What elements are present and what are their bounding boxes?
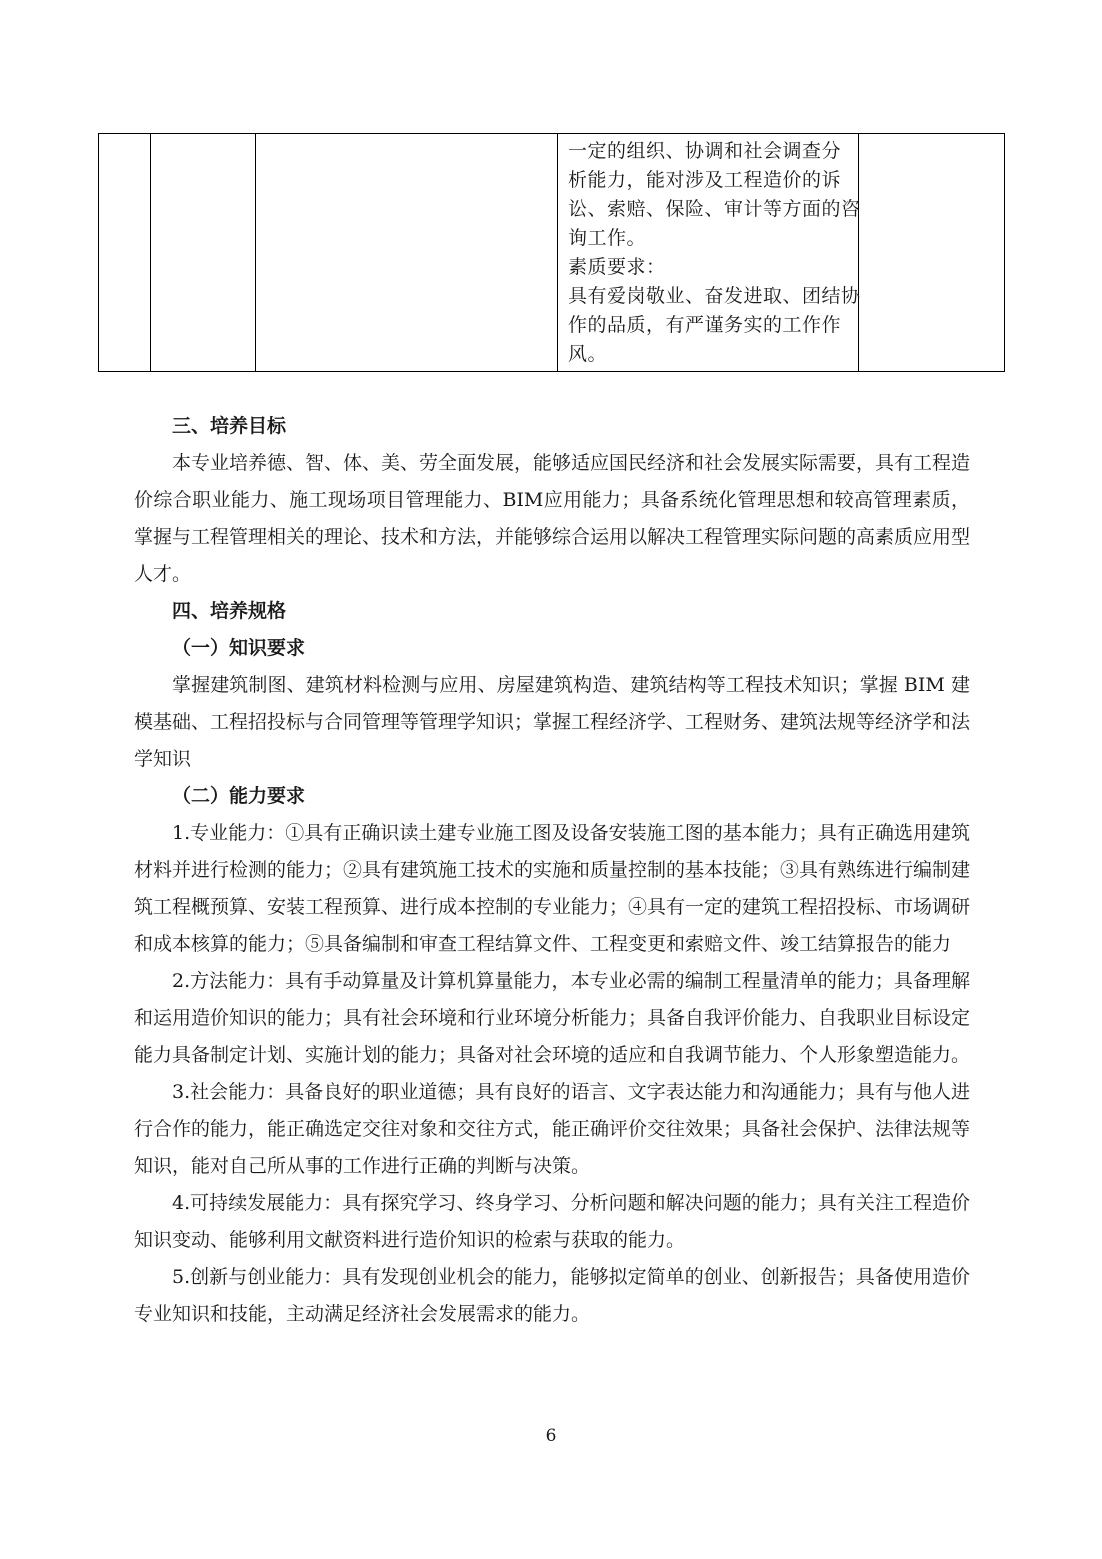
ability-item-sustainable: 4.可持续发展能力：具有探究学习、终身学习、分析问题和解决问题的能力；具有关注工程造价知识变动、能够利用文献资料进行造价知识的检索与获取的能力。 bbox=[134, 1192, 970, 1251]
section-heading-objectives: 三、培养目标 bbox=[172, 415, 287, 437]
page-number: 6 bbox=[545, 1426, 557, 1446]
cell-line: 讼、索赔、保险、审计等方面的咨 bbox=[568, 198, 861, 220]
ability-item-method: 2.方法能力：具有手动算量及计算机算量能力，本专业必需的编制工程量清单的能力；具备理解和运用造价知识的能力；具有社会环境和行业环境分析能力；具备自我评价能力、自我职业目标设定能力具备制定计划、实施计划的能力；具备对社会环境的适应和自我调节能力、个人形象塑造能力。 bbox=[134, 970, 971, 1066]
knowledge-paragraph: 掌握建筑制图、建筑材料检测与应用、房屋建筑构造、建筑结构等工程技术知识；掌握 BIM 建模基础、工程招投标与合同管理等管理学知识；掌握工程经济学、工程财务、建筑法规等经济学和法学知识 bbox=[134, 674, 971, 770]
table-cell-2 bbox=[151, 134, 256, 372]
table-row bbox=[99, 134, 1005, 372]
table-cell-5 bbox=[859, 134, 1005, 372]
cell-line: 风。 bbox=[568, 343, 608, 365]
table-cell-requirements bbox=[558, 134, 859, 372]
document-body bbox=[134, 408, 970, 1333]
table bbox=[98, 133, 1005, 372]
subsection-heading-knowledge: （一）知识要求 bbox=[172, 637, 306, 659]
cell-line: 作的品质，有严谨务实的工作作 bbox=[568, 314, 842, 336]
cell-line: 一定的组织、协调和社会调查分 bbox=[568, 140, 842, 162]
ability-item-social: 3.社会能力：具备良好的职业道德；具有良好的语言、文字表达能力和沟通能力；具有与他人进行合作的能力，能正确选定交往对象和交往方式，能正确评价交往效果；具备社会保护、法律法规等知识，能对自己所从事的工作进行正确的判断与决策。 bbox=[134, 1081, 971, 1177]
cell-line: 询工作。 bbox=[568, 227, 647, 249]
cell-line: 析能力，能对涉及工程造价的诉 bbox=[568, 169, 842, 191]
requirements-text bbox=[558, 134, 861, 371]
ability-item-professional: 1.专业能力：①具有正确识读土建专业施工图及设备安装施工图的基本能力；具有正确选用建筑材料并进行检测的能力；②具有建筑施工技术的实施和质量控制的基本技能；③具有熟练进行编制建筑工程概预算、安装工程预算、进行成本控制的专业能力；④具有一定的建筑工程招投标、市场调研和成本核算的能力；⑤具备编制和审查工程结算文件、工程变更和索赔文件、竣工结算报告的能力 bbox=[134, 822, 971, 955]
table-cell-1 bbox=[99, 134, 151, 372]
table-cell-3 bbox=[256, 134, 558, 372]
subsection-heading-abilities: （二）能力要求 bbox=[172, 785, 306, 807]
continued-table bbox=[98, 133, 1004, 366]
section-heading-specifications: 四、培养规格 bbox=[172, 600, 287, 622]
cell-line: 具有爱岗敬业、奋发进取、团结协 bbox=[568, 285, 861, 307]
cell-line: 素质要求： bbox=[568, 256, 666, 278]
objectives-paragraph: 本专业培养德、智、体、美、劳全面发展，能够适应国民经济和社会发展实际需要，具有工程造价综合职业能力、施工现场项目管理能力、BIM应用能力；具备系统化管理思想和较高管理素质，掌握与工程管理相关的理论、技术和方法，并能够综合运用以解决工程管理实际问题的高素质应用型人才。 bbox=[134, 452, 971, 585]
ability-item-innovation: 5.创新与创业能力：具有发现创业机会的能力，能够拟定简单的创业、创新报告；具备使用造价专业知识和技能，主动满足经济社会发展需求的能力。 bbox=[134, 1266, 970, 1325]
